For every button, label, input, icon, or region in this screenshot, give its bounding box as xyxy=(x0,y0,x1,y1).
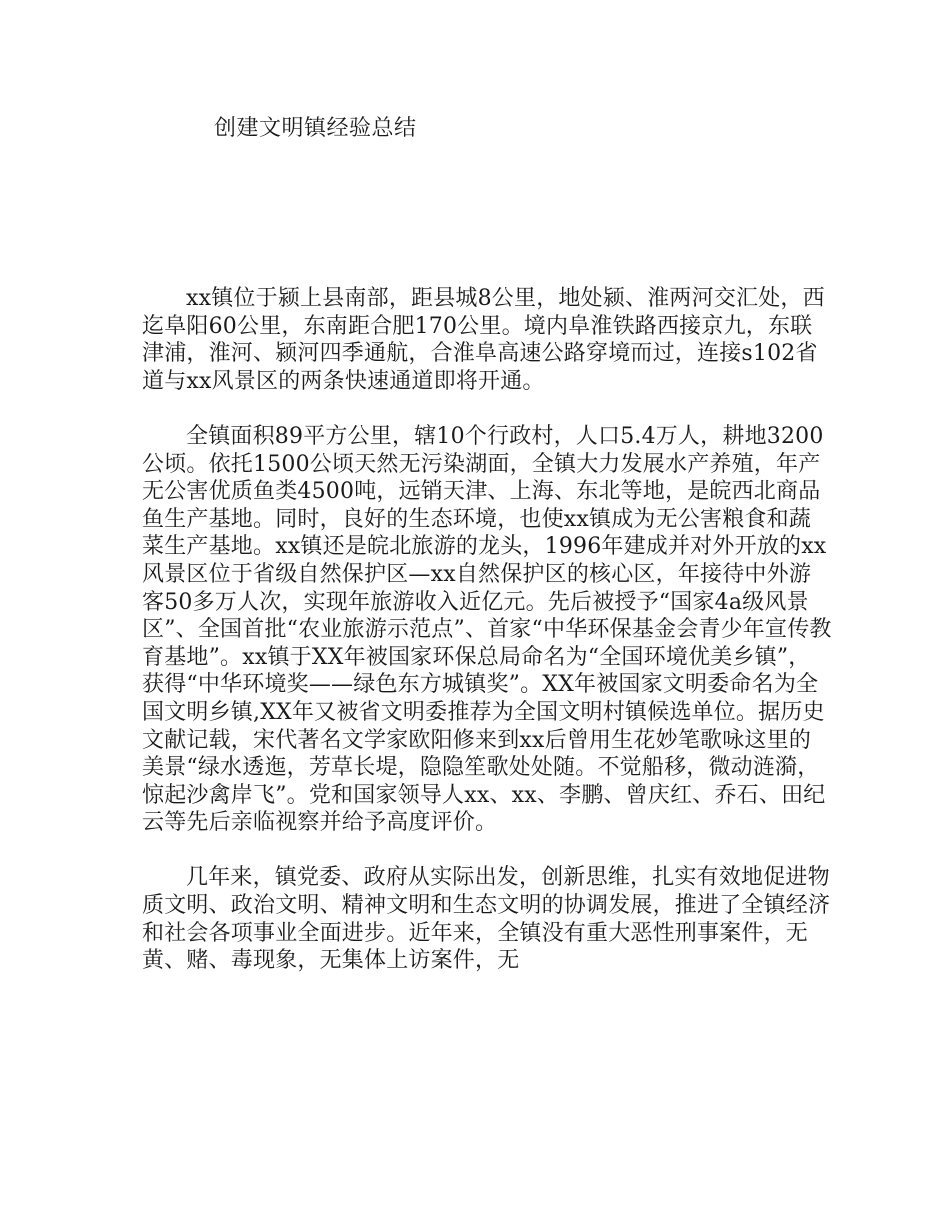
paragraph-overview: 全镇面积89平方公里，辖10个行政村，人口5.4万人，耕地3200公顷。依托1500公顷天然无污染湖面，全镇大力发展水产养殖，年产无公害优质鱼类4500吨，远销天津、上海、东北等地，是皖西北商品鱼生产基地。同时，良好的生态环境，也使xx镇成为无公害粮食和蔬菜生产基地。xx镇还是皖北旅游的龙头，1996年建成并对外开放的xx风景区位于省级自然保护区—xx自然保护区的核心区，年接待中外游客50多万人次，实现年旅游收入近亿元。先后被授予“国家4a级风景区”、全国首批“农业旅游示范点”、首家“中华环保基金会青少年宣传教育基地”。xx镇于XX年被国家环保总局命名为“全国环境优美乡镇”，获得“中华环境奖——绿色东方城镇奖”。XX年被国家文明委命名为全国文明乡镇,XX年又被省文明委推荐为全国文明村镇候选单位。据历史文献记载，宋代著名文学家欧阳修来到xx后曾用生花妙笔歌咏这里的美景“绿水透迤，芳草长堤，隐隐笙歌处处随。不觉船移，微动涟漪，惊起沙禽岸飞”。党和国家领导人xx、xx、李鹏、曾庆红、乔石、田纪云等先后亲临视察并给予高度评价。 xyxy=(142,423,832,836)
paragraph-location: xx镇位于颍上县南部，距县城8公里，地处颍、淮两河交汇处，西迄阜阳60公里，东南距合肥170公里。境内阜淮铁路西接京九，东联津浦，淮河、颍河四季通航，合淮阜高速公路穿境而过，连接s102省道与xx风景区的两条快速通道即将开通。 xyxy=(142,286,825,394)
document-title: 创建文明镇经验总结 xyxy=(214,116,417,141)
paragraph-achievements: 几年来，镇党委、政府从实际出发，创新思维，扎实有效地促进物质文明、政治文明、精神文明和生态文明的协调发展，推进了全镇经济和社会各项事业全面进步。近年来，全镇没有重大恶性刑事案件，无黄、赌、毒现象，无集体上访案件，无 xyxy=(142,865,831,974)
document-body xyxy=(142,285,832,1002)
